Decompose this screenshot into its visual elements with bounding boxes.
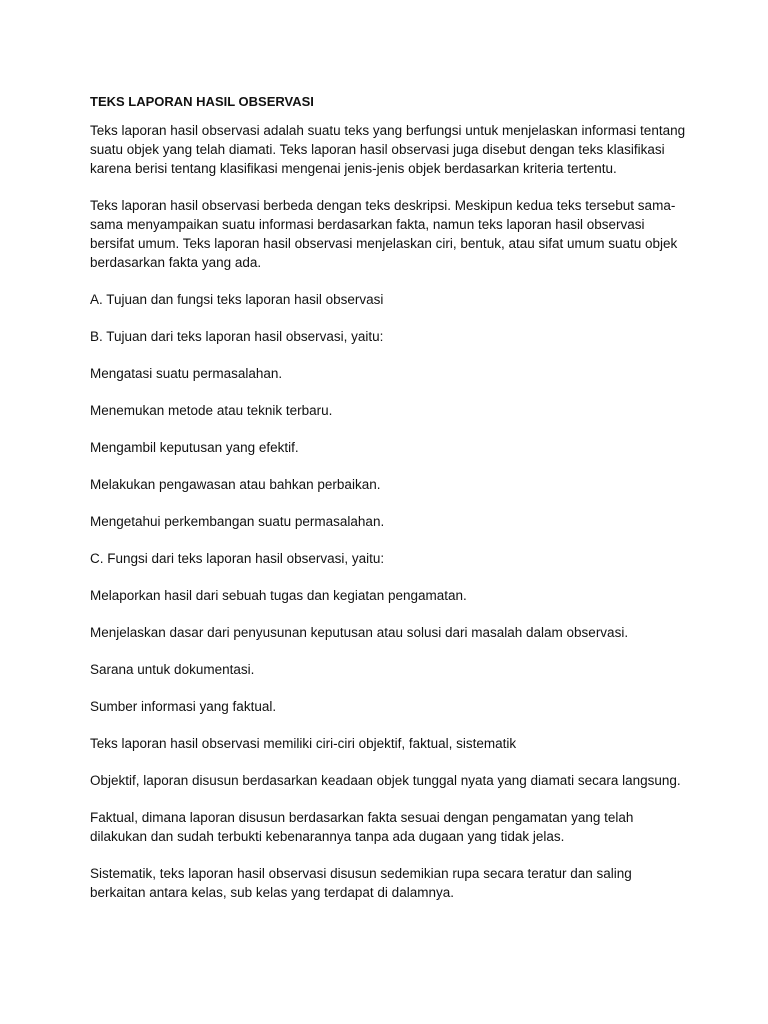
document-page bbox=[90, 92, 690, 920]
purpose-item: Mengambil keputusan yang efektif. bbox=[90, 440, 299, 455]
function-item: Melaporkan hasil dari sebuah tugas dan kegiatan pengamatan. bbox=[90, 588, 467, 603]
purpose-item: Mengatasi suatu permasalahan. bbox=[90, 366, 283, 381]
function-item: Sumber informasi yang faktual. bbox=[90, 699, 277, 714]
paragraph-comparison: Teks laporan hasil observasi berbeda dengan teks deskripsi. Meskipun kedua teks tersebut sama-sama menyampaikan suatu informasi berdasarkan fakta, namun teks laporan hasil observasi bersifat umum. Teks laporan hasil observasi menjelaskan ciri, bentuk, atau sifat umum suatu objek berdasarkan fakta yang ada. bbox=[90, 198, 678, 270]
purpose-item: Menemukan metode atau teknik terbaru. bbox=[90, 403, 333, 418]
paragraph-definition: Teks laporan hasil observasi adalah suatu teks yang berfungsi untuk menjelaskan informasi tentang suatu objek yang telah diamati. Teks laporan hasil observasi juga disebut dengan teks klasifikasi karena berisi tentang klasifikasi mengenai jenis-jenis objek berdasarkan kriteria tertentu. bbox=[90, 123, 686, 176]
section-b-heading: B. Tujuan dari teks laporan hasil observasi, yaitu: bbox=[90, 329, 384, 344]
characteristic-systematic: Sistematik, teks laporan hasil observasi disusun sedemikian rupa secara teratur dan saling berkaitan antara kelas, sub kelas yang terdapat di dalamnya. bbox=[90, 866, 632, 900]
function-item: Menjelaskan dasar dari penyusunan keputusan atau solusi dari masalah dalam observasi. bbox=[90, 625, 629, 640]
section-c-heading: C. Fungsi dari teks laporan hasil observasi, yaitu: bbox=[90, 551, 385, 566]
section-a-heading: A. Tujuan dan fungsi teks laporan hasil observasi bbox=[90, 292, 384, 307]
document-title: TEKS LAPORAN HASIL OBSERVASI bbox=[90, 94, 314, 109]
characteristics-intro: Teks laporan hasil observasi memiliki ciri-ciri objektif, faktual, sistematik bbox=[90, 736, 517, 751]
purpose-item: Mengetahui perkembangan suatu permasalahan. bbox=[90, 514, 385, 529]
characteristic-objective: Objektif, laporan disusun berdasarkan keadaan objek tunggal nyata yang diamati secara langsung. bbox=[90, 773, 681, 788]
purpose-item: Melakukan pengawasan atau bahkan perbaikan. bbox=[90, 477, 381, 492]
characteristic-factual: Faktual, dimana laporan disusun berdasarkan fakta sesuai dengan pengamatan yang telah dilakukan dan sudah terbukti kebenarannya tanpa ada dugaan yang tidak jelas. bbox=[90, 810, 634, 844]
function-item: Sarana untuk dokumentasi. bbox=[90, 662, 255, 677]
